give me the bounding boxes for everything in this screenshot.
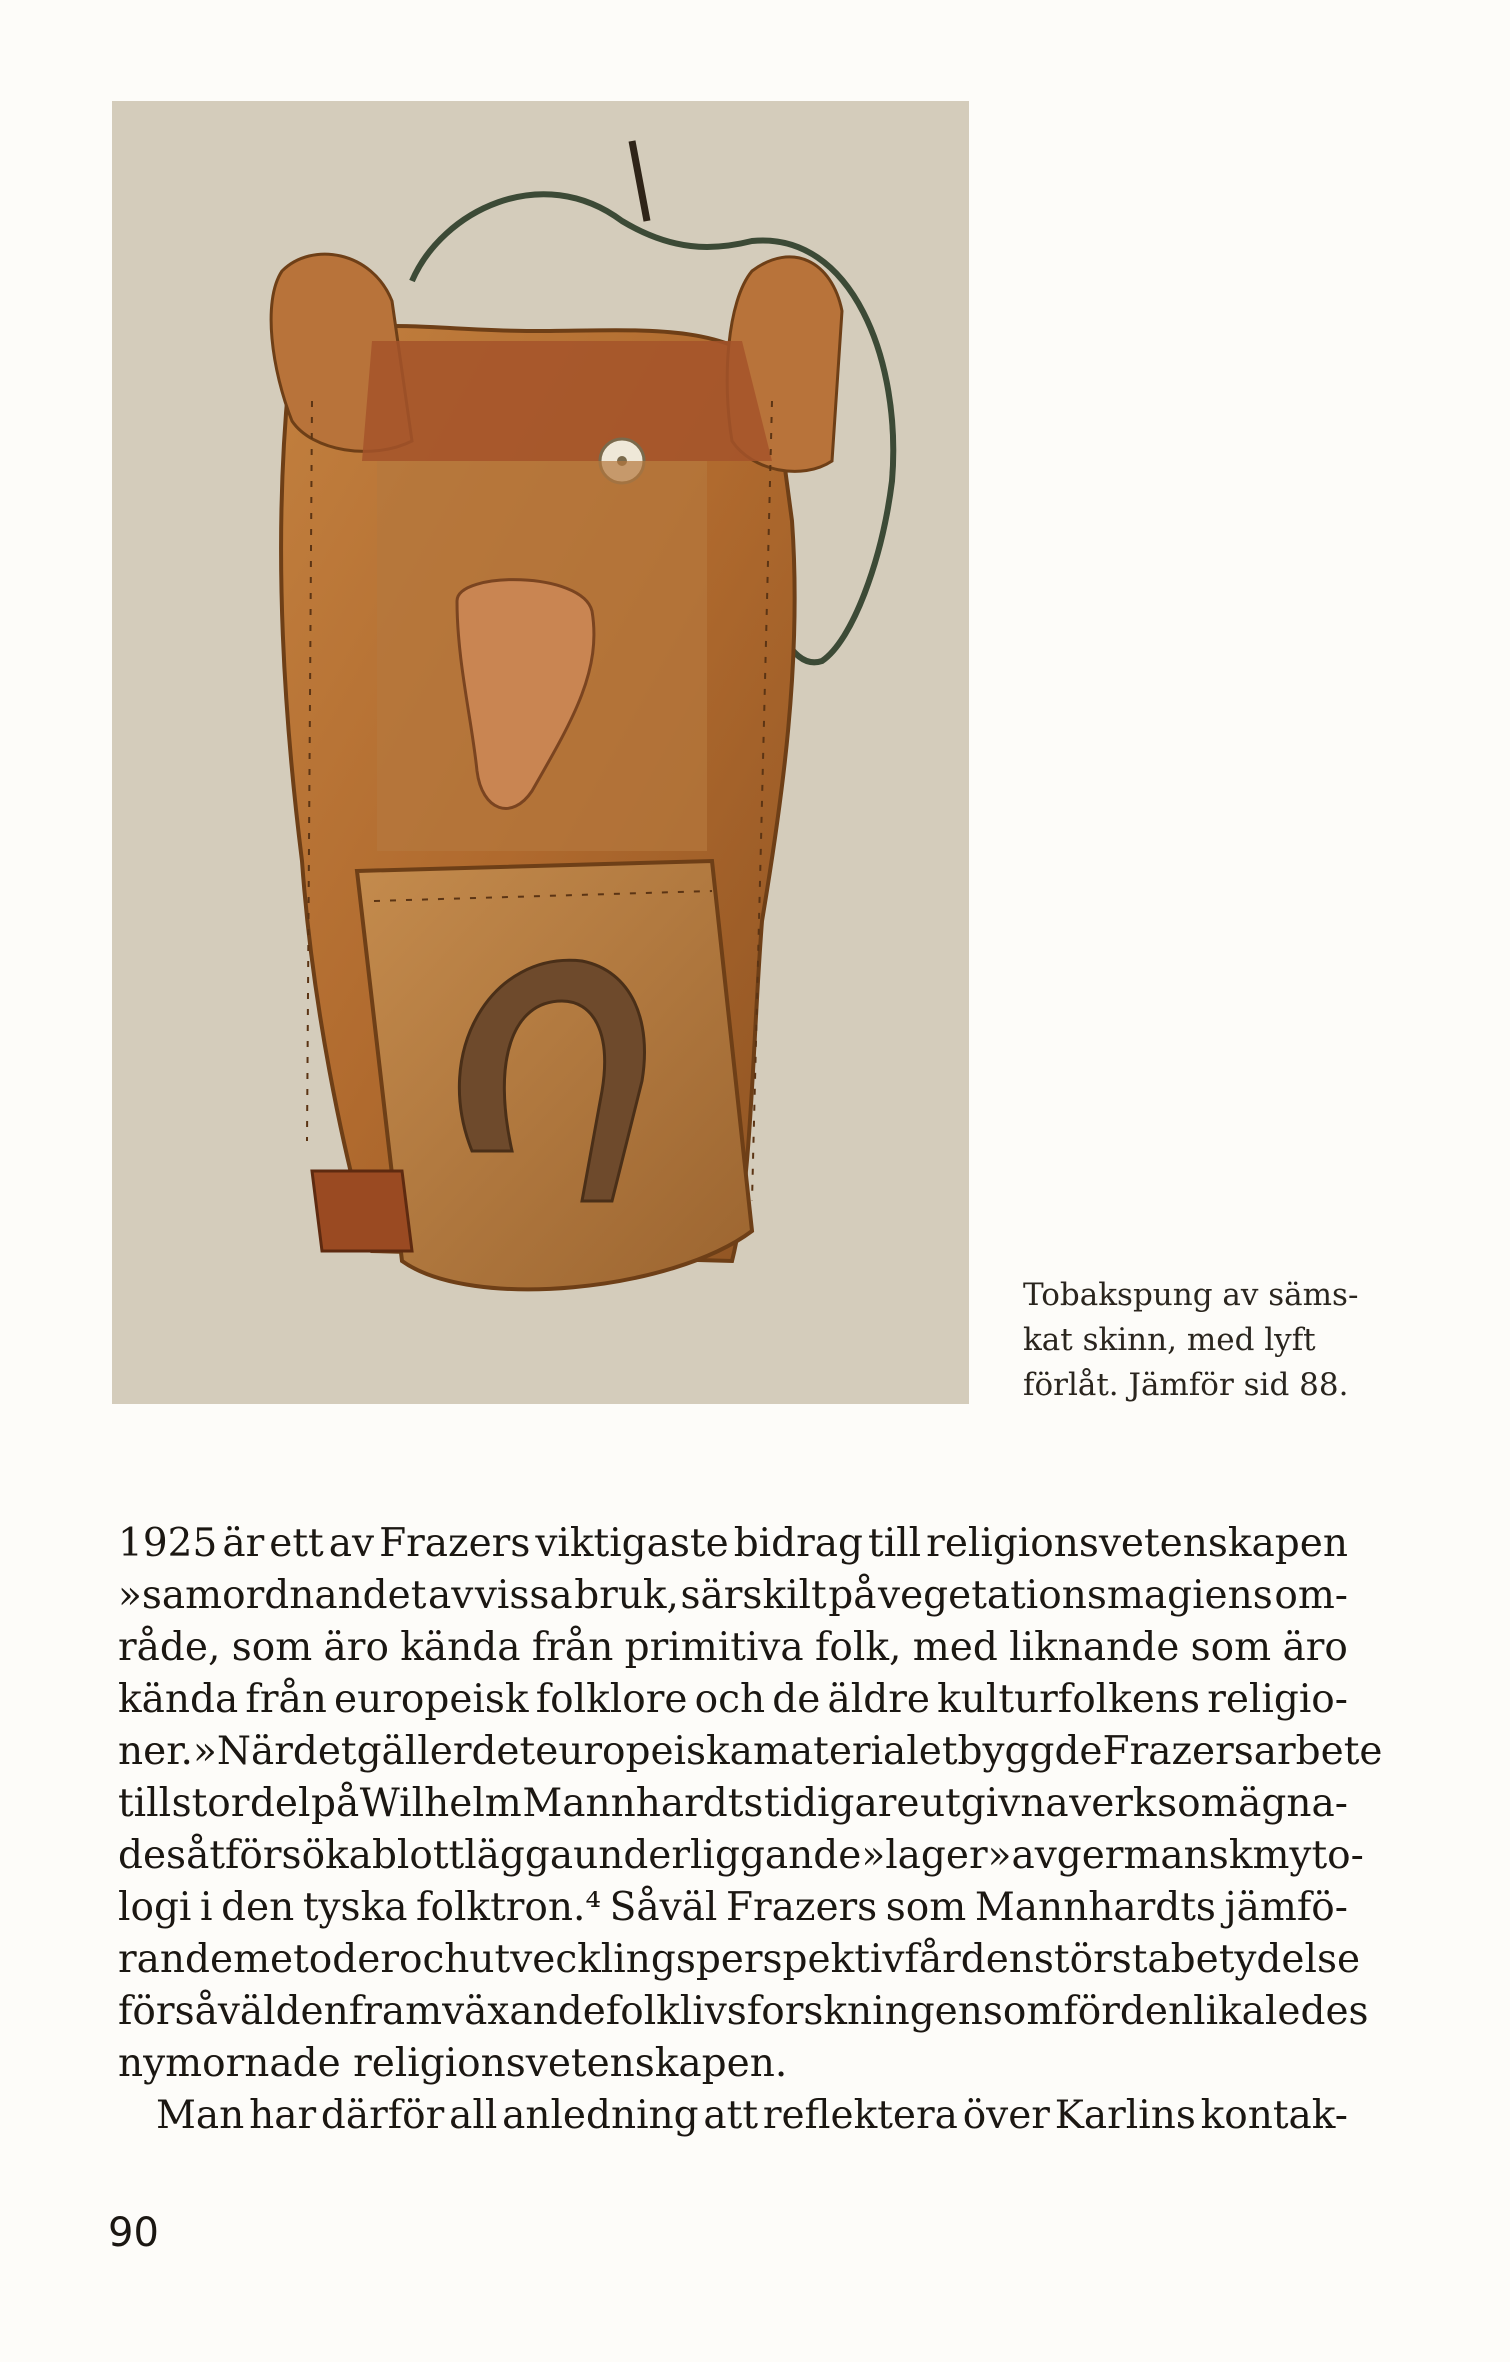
word: över [962, 2093, 1050, 2138]
word: av [1011, 1833, 1057, 1878]
word: av [427, 1573, 474, 1618]
word: kända [118, 1677, 239, 1722]
word: betydelse [1170, 1937, 1361, 1982]
word: folklore [535, 1677, 688, 1722]
word: som [885, 1885, 967, 1930]
caption-line: kat skinn, med lyft [1023, 1322, 1316, 1358]
word: arbete [1253, 1729, 1383, 1774]
word: från [531, 1625, 614, 1670]
word: på [828, 1573, 877, 1618]
word: vegetationsmagiens [878, 1573, 1273, 1618]
text-line [118, 1518, 1348, 1570]
word: primitiva [624, 1625, 804, 1670]
text-line [118, 1778, 1348, 1830]
text-line [118, 1986, 1369, 2038]
word: likaledes [1193, 1989, 1369, 2034]
word: av [328, 1521, 375, 1566]
word: gäller [356, 1729, 472, 1774]
word: ner.» [118, 1729, 217, 1774]
caption-line: Tobakspung av säms- [1023, 1277, 1359, 1313]
caption-line: förlåt. Jämför sid 88. [1023, 1367, 1349, 1403]
word: folklivsforskningen [605, 1989, 983, 2034]
word: blottlägga [371, 1833, 574, 1878]
word: europeisk [334, 1677, 529, 1722]
word: framväxande [348, 1989, 606, 2034]
word: nymornade religionsvetenskapen. [118, 2041, 788, 2086]
word: råde, [118, 1625, 221, 1670]
word: får [904, 1937, 961, 1982]
word: äldre [827, 1677, 930, 1722]
word: Wilhelm [359, 1781, 522, 1826]
word: till [868, 1521, 922, 1566]
word: rande [118, 1937, 234, 1982]
word: största [1033, 1937, 1171, 1982]
word: ägna- [1238, 1781, 1348, 1826]
word: de [772, 1677, 821, 1722]
word: Såväl [609, 1885, 718, 1930]
word: åt [186, 1833, 225, 1878]
text-line [118, 1570, 1348, 1622]
word: folk, [815, 1625, 902, 1670]
word: i [200, 1885, 213, 1930]
word: det [292, 1729, 357, 1774]
word: kända [400, 1625, 521, 1670]
word: metoder [233, 1937, 399, 1982]
word: bruk, [574, 1573, 679, 1618]
word: särskilt [680, 1573, 827, 1618]
word: kulturfolkens [937, 1677, 1200, 1722]
word: religio- [1207, 1677, 1348, 1722]
word: Mannhardts [522, 1781, 764, 1826]
word: Frazers [1102, 1729, 1254, 1774]
word: anledning [502, 2093, 699, 2138]
word: och [694, 1677, 766, 1722]
word: att [703, 2093, 759, 2138]
word: till [118, 1781, 172, 1826]
word: äro [323, 1625, 389, 1670]
word: Frazers [725, 1885, 878, 1930]
word: som [982, 1989, 1064, 2034]
word: från [245, 1677, 327, 1722]
tobacco-pouch-photo [112, 101, 969, 1404]
word: jämfö- [1224, 1885, 1348, 1930]
word: viktigaste [535, 1521, 729, 1566]
word: den [221, 1885, 295, 1930]
word: är [222, 1521, 265, 1566]
word: för [1063, 1989, 1120, 2034]
word: det [471, 1729, 536, 1774]
word: logi [118, 1885, 192, 1930]
figure-caption [1023, 1273, 1359, 1408]
word: som [1190, 1625, 1272, 1670]
word: som [231, 1625, 313, 1670]
word: del [249, 1781, 311, 1826]
word: den [960, 1937, 1034, 1982]
word: 1925 [118, 1521, 218, 1566]
word: på [311, 1781, 360, 1826]
word: som [1157, 1781, 1238, 1826]
word: »lager» [861, 1833, 1012, 1878]
word: materialet [752, 1729, 958, 1774]
body-text [118, 1518, 1383, 2142]
word: verk [1069, 1781, 1157, 1826]
text-line [118, 1830, 1364, 1882]
word: stor [171, 1781, 250, 1826]
word: och [398, 1937, 470, 1982]
word: därför [320, 2093, 445, 2138]
word: ett [269, 1521, 324, 1566]
word: När [216, 1729, 293, 1774]
word: folktron.⁴ [416, 1885, 602, 1930]
word: tidigare [763, 1781, 920, 1826]
word: den [275, 1989, 349, 2034]
word: Man [156, 2093, 245, 2138]
word: tyska [302, 1885, 408, 1930]
text-line [118, 1726, 1383, 1778]
text-line [118, 1622, 1348, 1674]
word: om- [1274, 1573, 1348, 1618]
word: äro [1282, 1625, 1348, 1670]
pouch-illustration [112, 101, 969, 1404]
word: »samordnandet [118, 1573, 427, 1618]
word: försöka [225, 1833, 372, 1878]
word: Mannhardts [974, 1885, 1216, 1930]
word: Karlins [1054, 2093, 1196, 2138]
word: myto- [1252, 1833, 1364, 1878]
word: Frazers [379, 1521, 531, 1566]
word: utgivna [920, 1781, 1069, 1826]
word: religionsvetenskapen [926, 1521, 1348, 1566]
word: bidrag [733, 1521, 863, 1566]
text-line [118, 1882, 1348, 1934]
text-line [118, 1934, 1361, 1986]
word: för [118, 1989, 175, 2034]
word: den [1119, 1989, 1194, 2034]
text-line [118, 1674, 1348, 1726]
word: underliggande [573, 1833, 862, 1878]
word: kontak- [1200, 2093, 1348, 2138]
word: des [118, 1833, 187, 1878]
word: utvecklingsperspektiv [469, 1937, 905, 1982]
word: med [912, 1625, 998, 1670]
word: såväl [174, 1989, 276, 2034]
word: vissa [474, 1573, 573, 1618]
page-number: 90 [108, 2210, 159, 2256]
word: har [249, 2093, 317, 2138]
word: reflektera [762, 2093, 958, 2138]
text-line [118, 2090, 1348, 2142]
word: europeiska [535, 1729, 753, 1774]
word: all [449, 2093, 498, 2138]
word: byggde [957, 1729, 1103, 1774]
text-line [118, 2038, 1348, 2090]
word: germansk [1056, 1833, 1253, 1878]
word: liknande [1009, 1625, 1180, 1670]
